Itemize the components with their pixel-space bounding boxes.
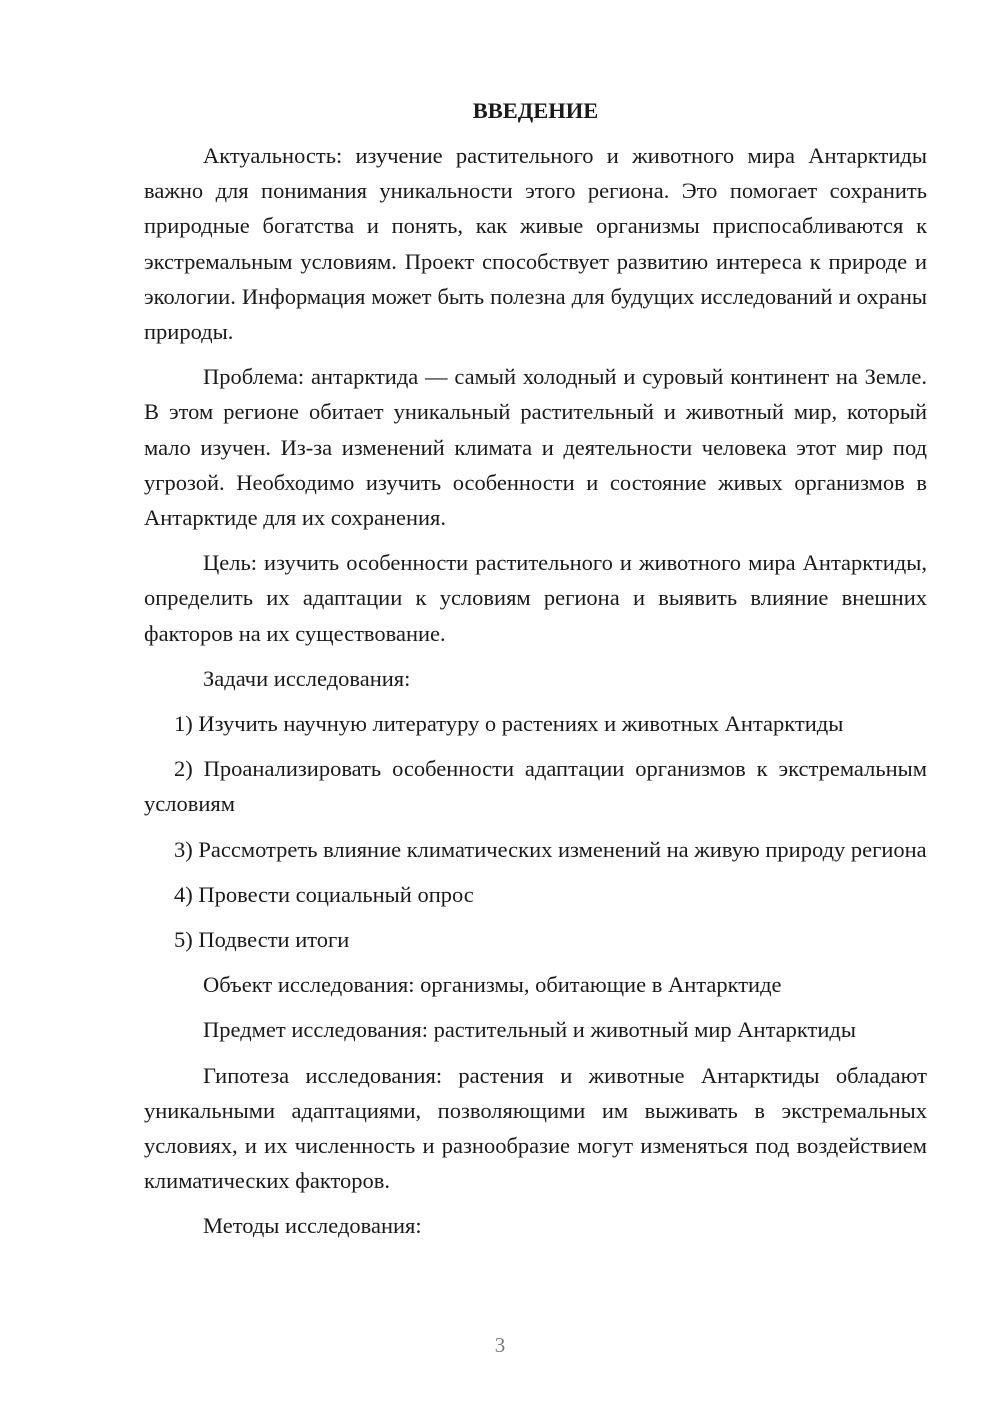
tasks-label: Задачи исследования:: [203, 665, 411, 691]
list-item: 2) Проанализировать особенности адаптации организмов к экстремальным условиям: [144, 756, 927, 817]
list-item: 1) Изучить научную литературу о растениях и животных Антарктиды: [174, 711, 844, 737]
hypothesis-paragraph: Гипотеза исследования: растения и животные Антарктиды обладают уникальными адаптациями, позволяющими им выживать в экстремальных условиях, и их численность и разнообразие могут изменяться под воздействием климатических факторов.: [144, 1062, 927, 1194]
page-number: 3: [494, 1333, 506, 1357]
list-item: 3) Рассмотреть влияние климатических изменений на живую природу региона: [174, 836, 927, 862]
object-paragraph: Объект исследования: организмы, обитающие в Антарктиде: [203, 972, 782, 998]
tasks-list: [144, 706, 927, 957]
goal-paragraph: Цель: изучить особенности растительного и животного мира Антарктиды, определить их адаптации к условиям региона и выявить влияние внешних факторов на их существование.: [144, 550, 927, 646]
list-item: 4) Провести социальный опрос: [174, 881, 474, 907]
page-content: [144, 93, 927, 1254]
section-heading: ВВЕДЕНИЕ: [472, 98, 599, 123]
methods-label: Методы исследования:: [203, 1213, 422, 1239]
list-item: 5) Подвести итоги: [174, 927, 350, 953]
relevance-paragraph: Актуальность: изучение растительного и животного мира Антарктиды важно для понимания уникальности этого региона. Это помогает сохранить природные богатства и понять, как живые организмы приспосабливаются к экстремальным условиям. Проект способствует развитию интереса к природе и экологии. Информация может быть полезна для будущих исследований и охраны природы.: [144, 143, 927, 345]
problem-paragraph: Проблема: антарктида — самый холодный и суровый континент на Земле. В этом регионе обитает уникальный растительный и животный мир, который мало изучен. Из-за изменений климата и деятельности человека этот мир под угрозой. Необходимо изучить особенности и состояние живых организмов в Антарктиде для их сохранения.: [144, 364, 927, 531]
subject-paragraph: Предмет исследования: растительный и животный мир Антарктиды: [203, 1017, 856, 1043]
